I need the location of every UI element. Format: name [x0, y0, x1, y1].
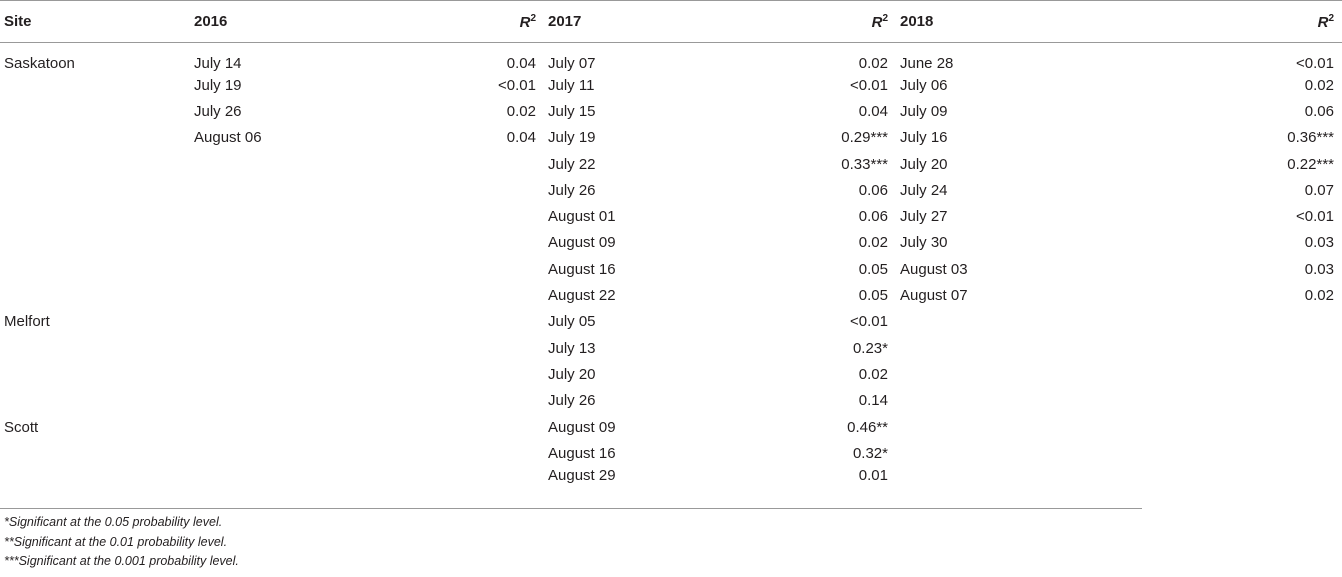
site-cell: Scott	[4, 418, 39, 436]
site-cell	[0, 282, 190, 308]
site-cell: Melfort	[4, 313, 50, 331]
r2-2018-cell: 0.02	[1304, 76, 1334, 94]
r2-2017-cell: 0.29***	[841, 129, 888, 147]
r2-2017-cell: <0.01	[850, 76, 888, 94]
date-2017-cell: July 26	[548, 392, 596, 410]
header-r2-2018: $R^2$	[1093, 1, 1342, 43]
table-row	[0, 177, 1342, 203]
date-2016-cell	[190, 309, 387, 335]
r2-2016-cell	[387, 414, 544, 440]
date-2016-cell	[190, 440, 387, 466]
table-row	[0, 256, 1342, 282]
r2-2018-cell: 0.22***	[1287, 155, 1334, 173]
date-2018-cell: July 30	[900, 234, 948, 252]
date-2018-cell: July 24	[900, 181, 948, 199]
date-2018-cell	[896, 388, 1093, 414]
date-2017-cell: July 05	[548, 313, 596, 331]
r2-2016-cell	[387, 309, 544, 335]
header-2017: 2017	[544, 1, 741, 43]
r2-2017-cell: 0.33***	[841, 155, 888, 173]
r2-2017-cell: 0.32*	[852, 444, 888, 462]
r2-2018-cell: 0.02	[1304, 287, 1334, 305]
table-bottom-rule	[0, 508, 1142, 509]
date-2017-cell: August 09	[548, 234, 616, 252]
table-row	[0, 388, 1342, 414]
date-2017-cell: August 22	[548, 287, 616, 305]
date-2017-cell: July 20	[548, 365, 596, 383]
table-row	[0, 335, 1342, 361]
r2-2017-cell: 0.02	[858, 234, 888, 252]
site-cell	[0, 125, 190, 151]
date-2018-cell	[896, 335, 1093, 361]
site-cell	[0, 466, 190, 492]
date-2018-cell: July 09	[900, 102, 948, 120]
date-2017-cell: July 15	[548, 102, 596, 120]
date-2016-cell: July 26	[194, 102, 242, 120]
r2-2016-cell: 0.04	[506, 129, 536, 147]
r2-2017-cell: 0.23*	[852, 339, 888, 357]
table-row	[0, 361, 1342, 387]
site-cell	[0, 72, 190, 98]
date-2018-cell	[896, 414, 1093, 440]
r2-2017-cell: 0.05	[858, 287, 888, 305]
r2-2016-cell	[387, 203, 544, 229]
date-2016-cell: July 14	[194, 55, 242, 72]
table-row	[0, 466, 1342, 492]
r2-2017-cell: 0.04	[858, 102, 888, 120]
date-2016-cell	[190, 230, 387, 256]
table-row	[0, 125, 1342, 151]
site-cell	[0, 335, 190, 361]
date-2016-cell	[190, 414, 387, 440]
r2-2018-cell	[1093, 466, 1342, 492]
date-2018-cell	[896, 466, 1093, 492]
r2-2018-cell: 0.03	[1304, 234, 1334, 252]
date-2017-cell: July 22	[548, 155, 596, 173]
table-row	[0, 98, 1342, 124]
table-footnotes	[4, 513, 239, 572]
table-row	[0, 414, 1342, 440]
date-2017-cell: July 13	[548, 339, 596, 357]
r2-2017-cell: 0.01	[858, 467, 888, 485]
table-row	[0, 440, 1342, 466]
date-2017-cell: August 01	[548, 208, 616, 226]
site-cell	[0, 177, 190, 203]
r2-2018-cell	[1093, 335, 1342, 361]
r2-2018-cell	[1093, 414, 1342, 440]
r2-2018-cell: <0.01	[1296, 55, 1334, 72]
table-row	[0, 43, 1342, 73]
r2-2017-cell: <0.01	[850, 313, 888, 331]
r2-2018-cell: 0.36***	[1287, 129, 1334, 147]
r2-2016-cell	[387, 466, 544, 492]
date-2017-cell: July 07	[548, 55, 596, 72]
r2-2017-cell: 0.02	[858, 365, 888, 383]
site-cell	[0, 230, 190, 256]
r2-2018-cell	[1093, 309, 1342, 335]
r2-2017-cell: 0.06	[858, 181, 888, 199]
date-2017-cell: August 16	[548, 260, 616, 278]
date-2016-cell	[190, 466, 387, 492]
r2-2017-cell: 0.05	[858, 260, 888, 278]
site-cell	[0, 440, 190, 466]
date-2018-cell: August 07	[900, 287, 968, 305]
r2-2018-cell: 0.03	[1304, 260, 1334, 278]
r2-2018-cell	[1093, 388, 1342, 414]
r2-2016-cell	[387, 177, 544, 203]
date-2016-cell	[190, 388, 387, 414]
table-row	[0, 203, 1342, 229]
r2-2016-cell	[387, 440, 544, 466]
table-row	[0, 230, 1342, 256]
header-2018: 2018	[896, 1, 1093, 43]
r2-2016-cell	[387, 335, 544, 361]
site-cell	[0, 256, 190, 282]
r2-2016-cell	[387, 388, 544, 414]
site-cell	[0, 203, 190, 229]
date-2016-cell	[190, 203, 387, 229]
site-cell	[0, 388, 190, 414]
header-2016: 2016	[190, 1, 387, 43]
date-2016-cell	[190, 282, 387, 308]
date-2018-cell: July 27	[900, 208, 948, 226]
date-2016-cell: July 19	[194, 76, 242, 94]
r2-2016-cell	[387, 230, 544, 256]
date-2018-cell	[896, 361, 1093, 387]
table-row	[0, 151, 1342, 177]
date-2017-cell: August 16	[548, 444, 616, 462]
r2-2018-cell	[1093, 361, 1342, 387]
r2-2018-cell: <0.01	[1296, 208, 1334, 226]
date-2016-cell	[190, 335, 387, 361]
table-header-row	[0, 1, 1342, 43]
date-2016-cell	[190, 361, 387, 387]
site-cell: Saskatoon	[4, 55, 75, 72]
table-row	[0, 72, 1342, 98]
r2-2018-cell	[1093, 440, 1342, 466]
r2-2016-cell	[387, 361, 544, 387]
r2-2016-cell: <0.01	[498, 76, 536, 94]
footnote: ***Significant at the 0.001 probability level.	[4, 554, 239, 568]
r2-2016-cell: 0.04	[506, 55, 536, 72]
date-2017-cell: July 19	[548, 129, 596, 147]
date-2016-cell	[190, 177, 387, 203]
date-2017-cell: July 26	[548, 181, 596, 199]
date-2018-cell: July 20	[900, 155, 948, 173]
date-2016-cell	[190, 256, 387, 282]
date-2018-cell	[896, 309, 1093, 335]
r2-2016-cell	[387, 256, 544, 282]
r2-2018-cell: 0.07	[1304, 181, 1334, 199]
header-site: Site	[0, 1, 190, 43]
header-r2-2017: $R^2$	[741, 1, 896, 43]
r2-2016-cell	[387, 151, 544, 177]
date-2017-cell: July 11	[548, 76, 595, 94]
r2-2016-cell: 0.02	[506, 102, 536, 120]
header-r2-2016: $R^2$	[387, 1, 544, 43]
date-2018-cell: July 16	[900, 129, 948, 147]
date-2016-cell: August 06	[194, 129, 262, 147]
table-row	[0, 282, 1342, 308]
site-cell	[0, 151, 190, 177]
table-row	[0, 309, 1342, 335]
r2-2017-cell: 0.46**	[847, 418, 888, 436]
date-2017-cell: August 09	[548, 418, 616, 436]
date-2018-cell	[896, 440, 1093, 466]
footnote: **Significant at the 0.01 probability level.	[4, 534, 228, 549]
date-2018-cell: June 28	[900, 55, 954, 72]
date-2018-cell: July 06	[900, 76, 948, 94]
footnote: *Significant at the 0.05 probability level.	[4, 515, 223, 529]
site-cell	[0, 98, 190, 124]
r2-2018-cell: 0.06	[1304, 102, 1334, 120]
r2-2017-cell: 0.02	[858, 55, 888, 72]
date-2016-cell	[190, 151, 387, 177]
r2-2016-cell	[387, 282, 544, 308]
r2-2017-cell: 0.14	[858, 392, 888, 410]
r2-2017-cell: 0.06	[858, 208, 888, 226]
date-2018-cell: August 03	[900, 260, 968, 278]
site-cell	[0, 361, 190, 387]
date-2017-cell: August 29	[548, 467, 616, 485]
